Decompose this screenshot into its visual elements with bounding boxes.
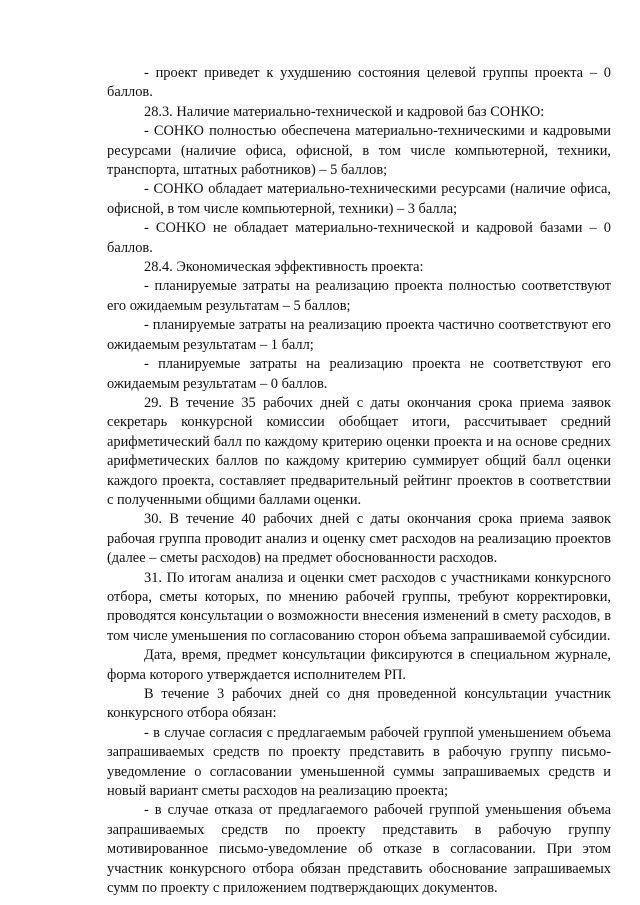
paragraph: - в случае отказа от предлагаемого рабочей группой уменьшения объема запрашиваемых средств по проекту представить в рабочую группу мотивированное письмо-уведомление об отказе в согласовании. При этом участник конкурсного отбора обязан представить обоснование запрашиваемых сумм по проекту с приложением подтверждающих документов. — [107, 802, 611, 897]
paragraph: - СОНКО полностью обеспечена материально-техническими и кадровыми ресурсами (наличие офиса, офисной, в том числе компьютерной, техники, транспорта, штатных работников) – 5 баллов; — [107, 123, 611, 179]
paragraph: - планируемые затраты на реализацию проекта не соответствуют его ожидаемым результатам – 0 баллов. — [107, 356, 611, 392]
paragraph: - планируемые затраты на реализацию проекта частично соответствуют его ожидаемым результатам – 1 балл; — [107, 317, 611, 353]
paragraph: 29. В течение 35 рабочих дней с даты окончания срока приема заявок секретарь конкурсной комиссии обобщает итоги, рассчитывает средний арифметический балл по каждому критерию оценки проекта и на основе средних арифметических баллов по каждому критерию суммирует общий балл оценки каждого проекта, составляет предварительный рейтинг проектов в соответствии с полученными общими баллами оценки. — [107, 394, 611, 508]
paragraph: - планируемые затраты на реализацию проекта полностью соответствуют его ожидаемым результатам – 5 баллов; — [107, 278, 611, 314]
paragraph: Дата, время, предмет консультации фиксируются в специальном журнале, форма которого утверждается исполнителем РП. — [107, 647, 611, 683]
paragraph: - в случае согласия с предлагаемым рабочей группой уменьшением объема запрашиваемых средств по проекту представить в рабочую группу письмо-уведомление о согласовании уменьшенной суммы запрашиваемых средств и новый вариант сметы расходов на реализацию проекта; — [107, 724, 611, 800]
paragraph: - СОНКО не обладает материально-технической и кадровой базами – 0 баллов. — [107, 220, 611, 256]
paragraph: 30. В течение 40 рабочих дней с даты окончания срока приема заявок рабочая группа проводит анализ и оценку смет расходов на реализацию проектов (далее – сметы расходов) на предмет обоснованности расходов. — [107, 511, 611, 567]
paragraph: - СОНКО обладает материально-техническими ресурсами (наличие офиса, офисной, в том числе компьютерной, техники) – 3 балла; — [107, 181, 611, 217]
paragraph: 28.4. Экономическая эффективность проекта: — [144, 259, 424, 276]
paragraph: - проект приведет к ухудшению состояния целевой группы проекта – 0 баллов. — [107, 65, 611, 101]
paragraph: В течение 3 рабочих дней со дня проведенной консультации участник конкурсного отбора обязан: — [107, 686, 611, 722]
paragraph: 28.3. Наличие материально-технической и кадровой баз СОНКО: — [144, 103, 545, 120]
document-page — [107, 64, 611, 898]
paragraph: 31. По итогам анализа и оценки смет расходов с участниками конкурсного отбора, сметы которых, по мнению рабочей группы, требуют корректировки, проводятся консультации о возможности внесения изменений в смету расходов, в том числе уменьшения по согласованию сторон объема запрашиваемой субсидии. — [107, 569, 611, 644]
